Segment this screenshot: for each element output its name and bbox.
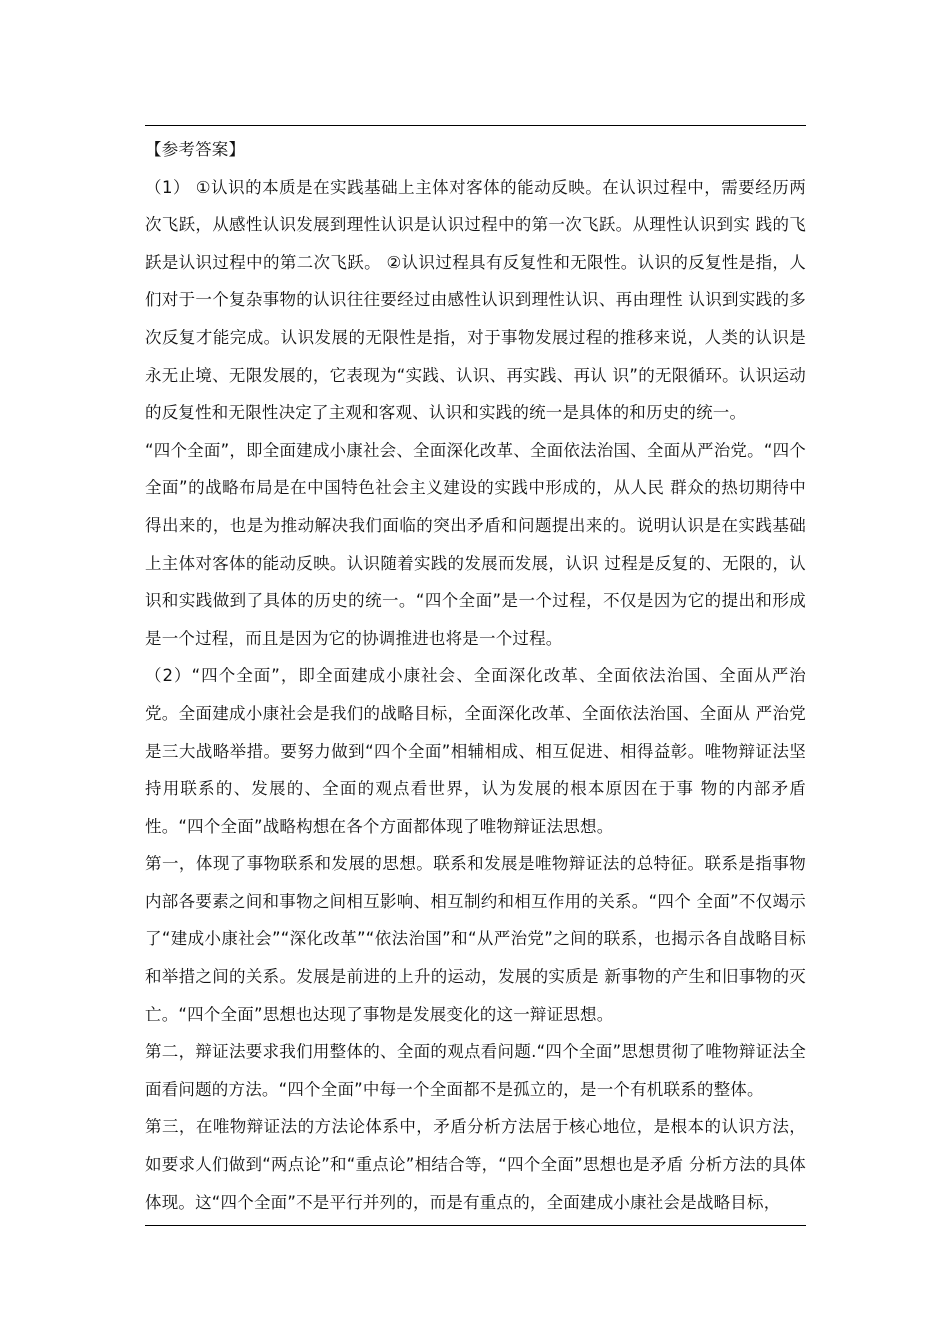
paragraph-3: （2）“四个全面”，即全面建成小康社会、全面深化改革、全面依法治国、全面从严治党。全面建成小康社会是我们的战略目标，全面深化改革、全面依法治国、全面从 严治党是三大战略举措。要努力做到“四个全面”相辅相成、相互促进、相得益彰。唯物辩证法坚持用联系的、发展的、全面的观点看世界，认为发展的根本原因在于事 物的内部矛盾性。“四个全面”战略构想在各个方面都体现了唯物辩证法思想。 — [145, 666, 806, 836]
bottom-rule — [145, 1225, 806, 1226]
paragraph-1: （1） ①认识的本质是在实践基础上主体对客体的能动反映。在认识过程中，需要经历两次飞跃，从感性认识发展到理性认识是认识过程中的第一次飞跃。从理性认识到实 践的飞跃是认识过程中的第二次飞跃。 ②认识过程具有反复性和无限性。认识的反复性是指，人们对于一个复杂事物的认识往往要经过由感性认识到理性认识、再由理性 认识到实践的多次反复才能完成。认识发展的无限性是指，对于事物发展过程的推移来说，人类的认识是永无止境、无限发展的，它表现为“实践、认识、再实践、再认 识”的无限循环。认识运动的反复性和无限性决定了主观和客观、认识和实践的统一是具体的和历史的统一。 — [145, 177, 806, 423]
paragraph-6: 第三，在唯物辩证法的方法论体系中，矛盾分析方法居于核心地位，是根本的认识方法，如要求人们做到“两点论”和“重点论”相结合等，“四个全面”思想也是矛盾 分析方法的具体体现。这“四个全面”不是平行并列的，而是有重点的，全面建成小康社会是战略目标， — [145, 1117, 806, 1212]
paragraph-5: 第二，辩证法要求我们用整体的、全面的观点看问题.“四个全面”思想贯彻了唯物辩证法全面看问题的方法。“四个全面”中每一个全面都不是孤立的，是一个有机联系的整体。 — [145, 1042, 806, 1099]
answer-heading: 【参考答案】 — [145, 140, 246, 159]
paragraph-4: 第一，体现了事物联系和发展的思想。联系和发展是唯物辩证法的总特征。联系是指事物内部各要素之间和事物之间相互影响、相互制约和相互作用的关系。“四个 全面”不仅竭示了“建成小康社会”“深化改革”“依法治国”和“从严治党”之间的联系，也揭示各自战略目标和举措之间的关系。发展是前进的上升的运动，发展的实质是 新事物的产生和旧事物的灭亡。“四个全面”思想也达现了事物是发展变化的这一辩证思想。 — [145, 854, 806, 1024]
paragraph-2: “四个全面”，即全面建成小康社会、全面深化改革、全面依法治国、全面从严治党。“四个全面”的战略布局是在中国特色社会主义建设的实践中形成的，从人民 群众的热切期待中得出来的，也是为推动解决我们面临的突出矛盾和问题提出来的。说明认识是在实践基础上主体对客体的能动反映。认识随着实践的发展而发展，认识 过程是反复的、无限的，认识和实践做到了具体的历史的统一。“四个全面”是一个过程，不仅是因为它的提出和形成是一个过程，而且是因为它的协调推进也将是一个过程。 — [145, 440, 806, 648]
top-rule — [145, 125, 806, 126]
answer-section — [145, 131, 806, 1221]
